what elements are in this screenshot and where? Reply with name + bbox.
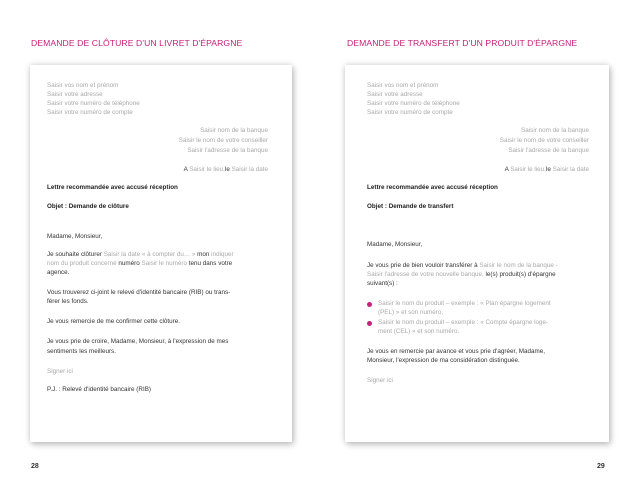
transfer-letter-card — [345, 65, 609, 442]
rib-paragraph-line-1: Vous trouverez ci-joint le relevé d'identité bancaire (RIB) ou trans- — [47, 289, 231, 296]
sender-phone-field[interactable]: Saisir votre numéro de téléphone — [47, 100, 140, 107]
text-span: Je souhaite clôturer — [47, 251, 102, 258]
closing-line-2: Monsieur, l'expression de ma considération distinguée. — [367, 357, 520, 364]
bullet-icon — [367, 321, 372, 326]
date-field[interactable]: Saisir la date — [231, 166, 268, 173]
product-1-field-line-1[interactable]: Saisir le nom du produit – exemple : « Plan épargne logement — [378, 300, 551, 307]
bank-address-field[interactable]: Saisir l'adresse de la banque — [508, 147, 589, 154]
text-span: Je vous prie de bien vouloir transférer à — [367, 262, 478, 269]
new-bank-name-field[interactable]: Saisir le nom de la banque - — [479, 262, 558, 269]
closure-paragraph-line-1 — [47, 251, 234, 259]
right-page-title: DEMANDE DE TRANSFERT D'UN PRODUIT D'ÉPARGNE — [347, 38, 578, 48]
closing-line-2: sentiments les meilleurs. — [47, 348, 116, 355]
greeting: Madame, Monsieur, — [367, 241, 423, 248]
object-line: Objet : Demande de clôture — [47, 203, 129, 210]
transfer-paragraph-line-2 — [367, 271, 556, 279]
advisor-name-field[interactable]: Saisir le nom de votre conseiller — [178, 137, 268, 144]
page-number-right: 29 — [597, 463, 605, 470]
object-line: Objet : Demande de transfert — [367, 203, 454, 210]
page-number-left: 28 — [31, 463, 39, 470]
bullet-icon — [367, 302, 372, 307]
advisor-name-field[interactable]: Saisir le nom de votre conseiller — [499, 137, 589, 144]
sender-phone-field[interactable]: Saisir votre numéro de téléphone — [367, 100, 460, 107]
signature-field[interactable]: Signer ici — [47, 368, 73, 375]
text-span: numéro — [118, 260, 140, 267]
product-2-field-line-1[interactable]: Saisir le nom du produit – exemple : « Compte épargne loge- — [378, 319, 549, 326]
date-connector: le — [545, 166, 551, 173]
sender-account-field[interactable]: Saisir votre numéro de compte — [47, 109, 133, 116]
closure-paragraph-line-2 — [47, 260, 232, 268]
sender-name-field[interactable]: Saisir vos nom et prénom — [367, 82, 439, 89]
rib-paragraph-line-2: férer les fonds. — [47, 298, 89, 305]
place-field[interactable]: Saisir le lieu, — [189, 166, 225, 173]
transfer-paragraph-line-1 — [367, 262, 558, 270]
closure-date-field[interactable]: Saisir la date « à compter du… » — [103, 251, 196, 258]
date-line — [505, 166, 589, 174]
sender-name-field[interactable]: Saisir vos nom et prénom — [47, 82, 119, 89]
new-bank-address-field[interactable]: Saisir l'adresse de votre nouvelle banque, — [367, 271, 484, 278]
bank-name-field[interactable]: Saisir nom de la banque — [200, 127, 268, 134]
closure-paragraph-line-3: agence. — [47, 269, 70, 276]
closing-line-1: Je vous en remercie par avance et vous prie d'agréer, Madame, — [367, 348, 545, 355]
product-number-field[interactable]: Saisir le numéro — [141, 260, 188, 267]
product-name-field-cont[interactable]: nom du produit concerné — [47, 260, 117, 267]
date-line — [184, 166, 268, 174]
signature-field[interactable]: Signer ici — [367, 377, 393, 384]
greeting: Madame, Monsieur, — [47, 233, 103, 240]
date-prefix: A — [504, 166, 509, 173]
attachment-line: P.J. : Relevé d'identité bancaire (RIB) — [47, 386, 151, 393]
sender-account-field[interactable]: Saisir votre numéro de compte — [367, 109, 453, 116]
date-field[interactable]: Saisir la date — [552, 166, 589, 173]
registered-mail-label: Lettre recommandée avec accusé réception — [47, 184, 178, 191]
registered-mail-label: Lettre recommandée avec accusé réception — [367, 184, 498, 191]
transfer-paragraph-line-3: suivant(s) : — [367, 280, 398, 287]
date-prefix: A — [183, 166, 188, 173]
closing-line-1: Je vous prie de croire, Madame, Monsieur, à l'expression de mes — [47, 338, 229, 345]
date-connector: le — [224, 166, 230, 173]
product-1-field-line-2[interactable]: (PEL) » et son numéro, — [378, 309, 444, 316]
confirmation-paragraph: Je vous remercie de me confirmer cette clôture. — [47, 318, 180, 325]
bank-name-field[interactable]: Saisir nom de la banque — [521, 127, 589, 134]
left-page-title: DEMANDE DE CLÔTURE D'UN LIVRET D'ÉPARGNE — [31, 38, 243, 48]
text-span: mon — [197, 251, 210, 258]
place-field[interactable]: Saisir le lieu, — [510, 166, 546, 173]
text-span: tenu dans votre — [188, 260, 233, 267]
product-2-field-line-2[interactable]: ment (CEL) » et son numéro. — [378, 328, 460, 335]
product-name-field[interactable]: indiquer — [211, 251, 234, 258]
closure-letter-card — [30, 65, 292, 442]
text-span: le(s) produit(s) d'épargne — [485, 271, 556, 278]
sender-address-field[interactable]: Saisir votre adresse — [367, 91, 423, 98]
sender-address-field[interactable]: Saisir votre adresse — [47, 91, 103, 98]
bank-address-field[interactable]: Saisir l'adresse de la banque — [187, 147, 268, 154]
